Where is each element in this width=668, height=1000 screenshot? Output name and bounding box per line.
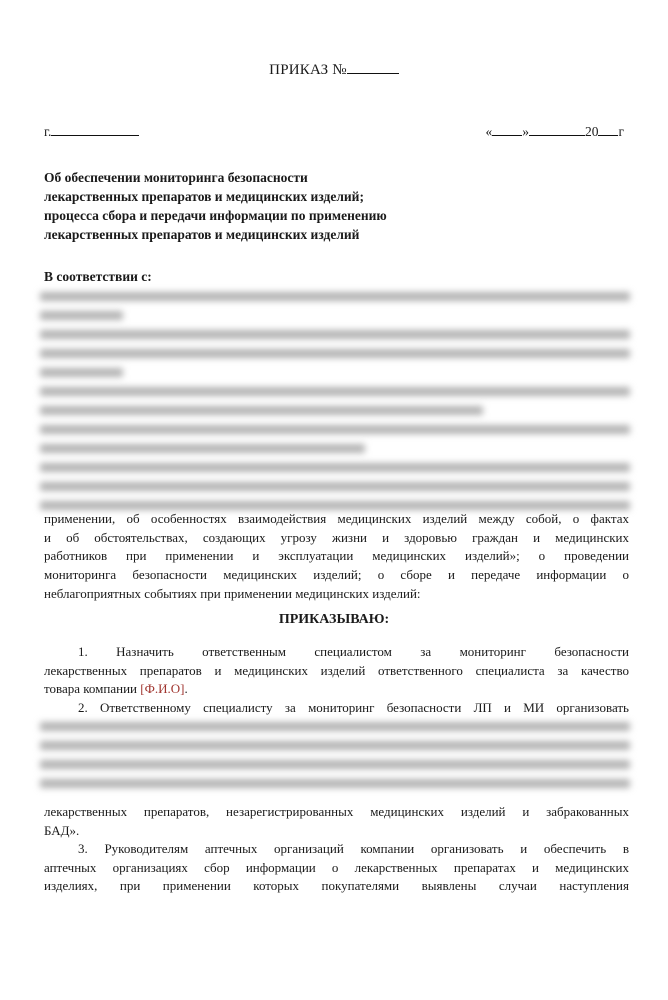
text-line: 3. Руководителям аптечных организаций компании организовать и обеспечить в [78,841,629,856]
subject-line: Об обеспечении мониторинга безопасности [44,170,308,185]
text-line: 1. Назначить ответственным специалистом за мониторинг безопасности [78,644,629,659]
order-title [0,60,668,79]
year-suffix: г [618,124,624,139]
text-fragment: . [184,681,188,697]
subject-line: процесса сбора и передачи информации по применению [44,208,387,223]
text-line: неблагоприятных событиях при применении медицинских изделий: [44,585,421,601]
order-item-2-end [44,803,629,840]
text-line: аптечных организациях сбор информации о лекарственных препаратах и медицинских [44,859,629,875]
name-placeholder: [Ф.И.О] [140,681,185,697]
redacted-basis-block [40,292,630,520]
text-line: и об обстоятельствах, создающих угрозу жизни и здоровью граждан и медицинских [44,529,629,545]
order-item-1 [44,643,629,699]
text-line: лекарственных препаратов, незарегистрированных медицинских изделий и забракованных [44,804,629,819]
text-line: мониторинга безопасности медицинских изделий; о сборе и передаче информации о [44,567,629,583]
text-line [44,680,629,699]
place-field [44,123,139,140]
basis-label: В соответствии с: [44,269,152,284]
text-fragment: товара компании [44,681,141,697]
date-field [485,123,624,140]
date-open-quote: « [485,124,493,139]
place-date-row [44,123,624,141]
text-line: изделиях, при применении которых покупателями выявлены случаи наступления [44,878,629,894]
year-blank [598,123,618,136]
place-prefix: г. [44,124,52,139]
text-line: 2. Ответственному специалисту за мониторинг безопасности ЛП и МИ организовать [78,700,629,715]
subject-line: лекарственных препаратов и медицинских изделий; [44,189,364,204]
text-line: работников при применении и эксплуатации медицинских изделий»; о проведении [44,548,629,564]
year-prefix: 20 [584,124,599,139]
day-blank [492,123,522,136]
text-line: лекарственных препаратов и медицинских изделий ответственного специалиста за качество [44,662,629,678]
order-number-blank [347,60,399,74]
basis-tail-paragraph [44,510,629,604]
month-blank [529,123,585,136]
place-blank [51,123,139,136]
order-item-3 [44,840,629,896]
order-heading: ПРИКАЗЫВАЮ: [278,612,390,627]
date-close-quote: » [522,124,529,139]
text-line: применении, об особенностях взаимодействия медицинских изделий между собой, о фактах [44,511,629,526]
order-title-text: ПРИКАЗ № [269,62,347,78]
text-line: БАД». [44,822,80,838]
order-item-2-start [44,699,629,718]
order-subject [44,168,464,244]
redacted-item-2-block [40,722,630,798]
subject-line: лекарственных препаратов и медицинских изделий [44,227,360,242]
